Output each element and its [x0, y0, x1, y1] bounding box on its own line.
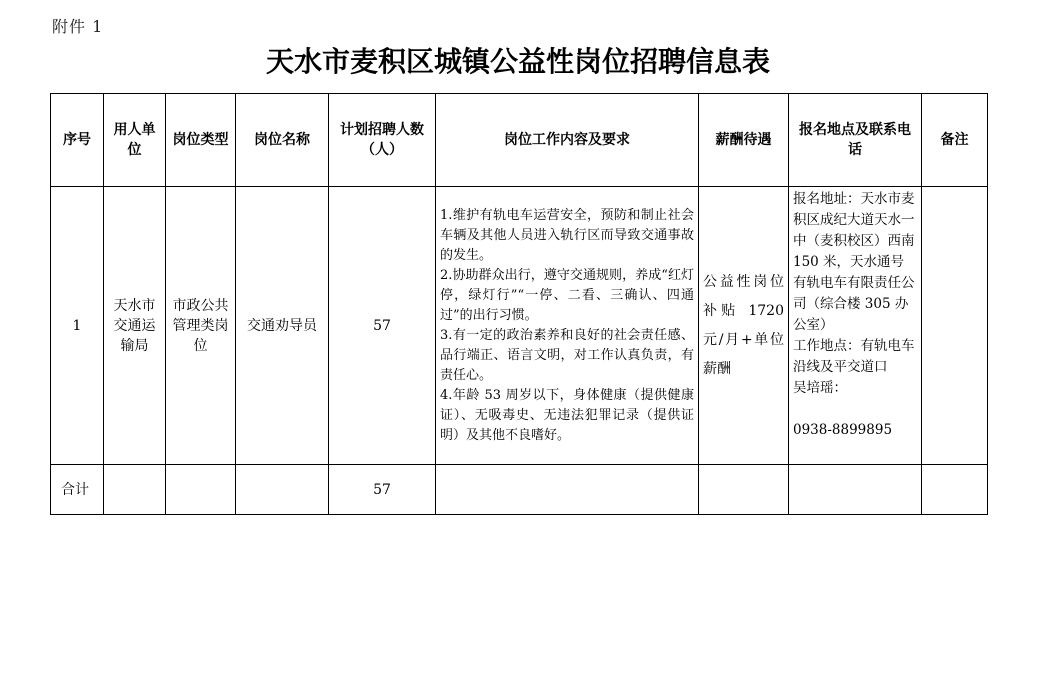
recruitment-info-table [50, 93, 988, 515]
contact-signup-address: 报名地址：天水市麦积区成纪大道天水一中（麦积校区）西南 150 米，天水通号有轨电车有限责任公司（综合楼 305 办公室） [793, 191, 915, 333]
header-content: 岗位工作内容及要求 [436, 94, 699, 187]
total-label: 合计 [51, 465, 104, 515]
total-empty-cell [236, 465, 329, 515]
content-item-3: 3.有一定的政治素养和良好的社会责任感、品行端正、语言文明，对工作认真负责，有责任心。 [440, 327, 694, 383]
table-row [51, 187, 988, 465]
content-item-2: 2.协助群众出行，遵守交通规则，养成“红灯停，绿灯行”“一停、二看、三确认、四通过”的出行习惯。 [440, 267, 694, 323]
total-empty-cell [699, 465, 789, 515]
header-salary: 薪酬待遇 [699, 94, 789, 187]
contact-workplace: 工作地点：有轨电车沿线及平交道口 [793, 338, 915, 375]
total-planned-count: 57 [329, 465, 436, 515]
content-item-1: 1.维护有轨电车运营安全，预防和制止社会车辆及其他人员进入轨行区而导致交通事故的发生。 [440, 207, 694, 263]
cell-remarks [922, 187, 988, 465]
total-empty-cell [436, 465, 699, 515]
cell-seq: 1 [51, 187, 104, 465]
annex-label: 附件 1 [52, 17, 104, 36]
table-total-row [51, 465, 988, 515]
contact-phone: 0938-8899895 [793, 422, 893, 438]
total-empty-cell [166, 465, 236, 515]
cell-planned-count: 57 [329, 187, 436, 465]
header-planned-count: 计划招聘人数（人） [329, 94, 436, 187]
header-post-type: 岗位类型 [166, 94, 236, 187]
cell-salary: 公益性岗位补贴 1720 元/月+单位薪酬 [699, 187, 789, 465]
cell-content [436, 187, 699, 465]
cell-employer: 天水市交通运输局 [104, 187, 166, 465]
header-post-name: 岗位名称 [236, 94, 329, 187]
header-contact: 报名地点及联系电话 [789, 94, 922, 187]
cell-post-name: 交通劝导员 [236, 187, 329, 465]
total-empty-cell [922, 465, 988, 515]
contact-person: 吴培瑶： [793, 380, 847, 396]
header-employer: 用人单位 [104, 94, 166, 187]
total-empty-cell [104, 465, 166, 515]
content-item-4: 4.年龄 53 周岁以下，身体健康（提供健康证）、无吸毒史、无违法犯罪记录（提供证明）及其他不良嗜好。 [440, 387, 694, 443]
table-header-row [51, 94, 988, 187]
total-empty-cell [789, 465, 922, 515]
cell-contact [789, 187, 922, 465]
page-title: 天水市麦积区城镇公益性岗位招聘信息表 [265, 45, 770, 78]
cell-post-type: 市政公共管理类岗位 [166, 187, 236, 465]
header-remarks: 备注 [922, 94, 988, 187]
header-seq: 序号 [51, 94, 104, 187]
